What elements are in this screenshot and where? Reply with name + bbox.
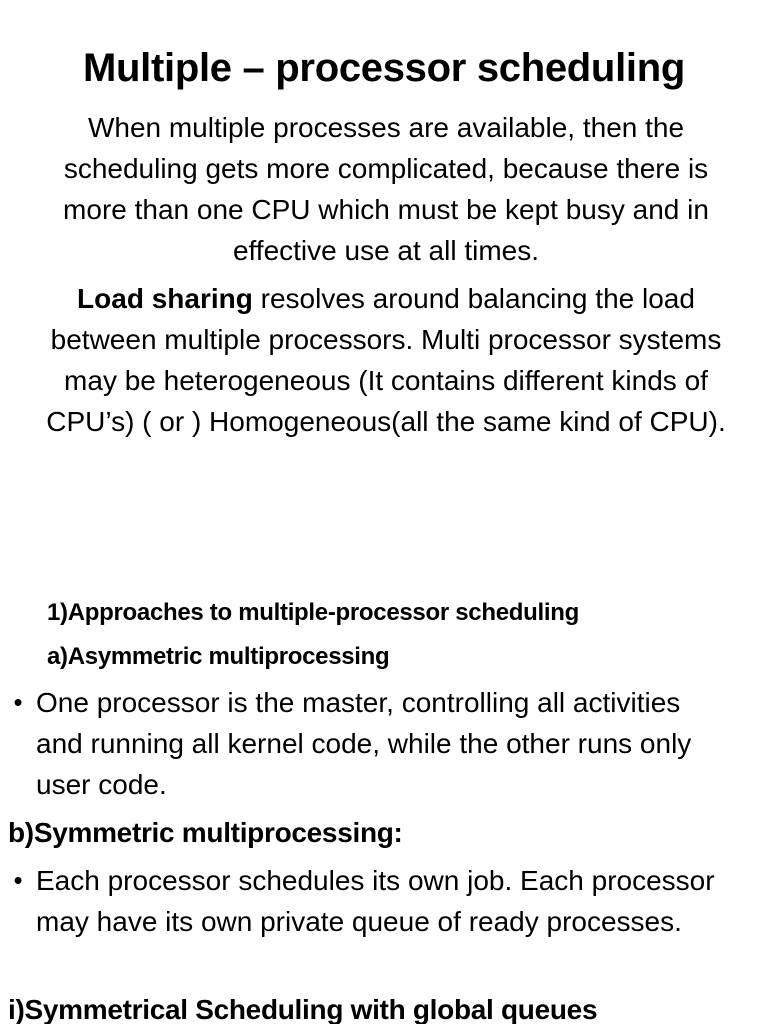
load-sharing-term: Load sharing (77, 283, 253, 314)
approaches-heading: 1)Approaches to multiple-processor scheduling (47, 599, 579, 626)
asymmetric-bullet-text: One processor is the master, controlling all activities and running all kernel code, while the other runs only user code. (36, 687, 692, 800)
global-queues-heading: i)Symmetrical Scheduling with global queues (8, 994, 598, 1024)
load-sharing-text: resolves around balancing the load between multiple processors. Multi processor systems may be heterogeneous (It contains different kinds of CPU’s) ( or ) Homogeneous(all the same kind of CPU). (46, 283, 726, 437)
asymmetric-bullet-item (0, 682, 720, 805)
load-sharing-paragraph (38, 278, 734, 442)
slide-title: Multiple – processor scheduling (83, 46, 685, 90)
symmetric-bullet-text: Each processor schedules its own job. Each processor may have its own private queue of ready processes. (36, 865, 715, 937)
bullet-dot-icon: • (13, 687, 23, 717)
symmetric-heading: b)Symmetric multiprocessing: (8, 817, 403, 848)
symmetric-bullet-item (0, 860, 720, 942)
asymmetric-heading: a)Asymmetric multiprocessing (47, 643, 390, 670)
intro-paragraph: When multiple processes are available, then the scheduling gets more complicated, because there is more than one CPU which must be kept busy and in effective use at all times. (63, 112, 709, 266)
bullet-dot-icon: • (13, 865, 23, 895)
